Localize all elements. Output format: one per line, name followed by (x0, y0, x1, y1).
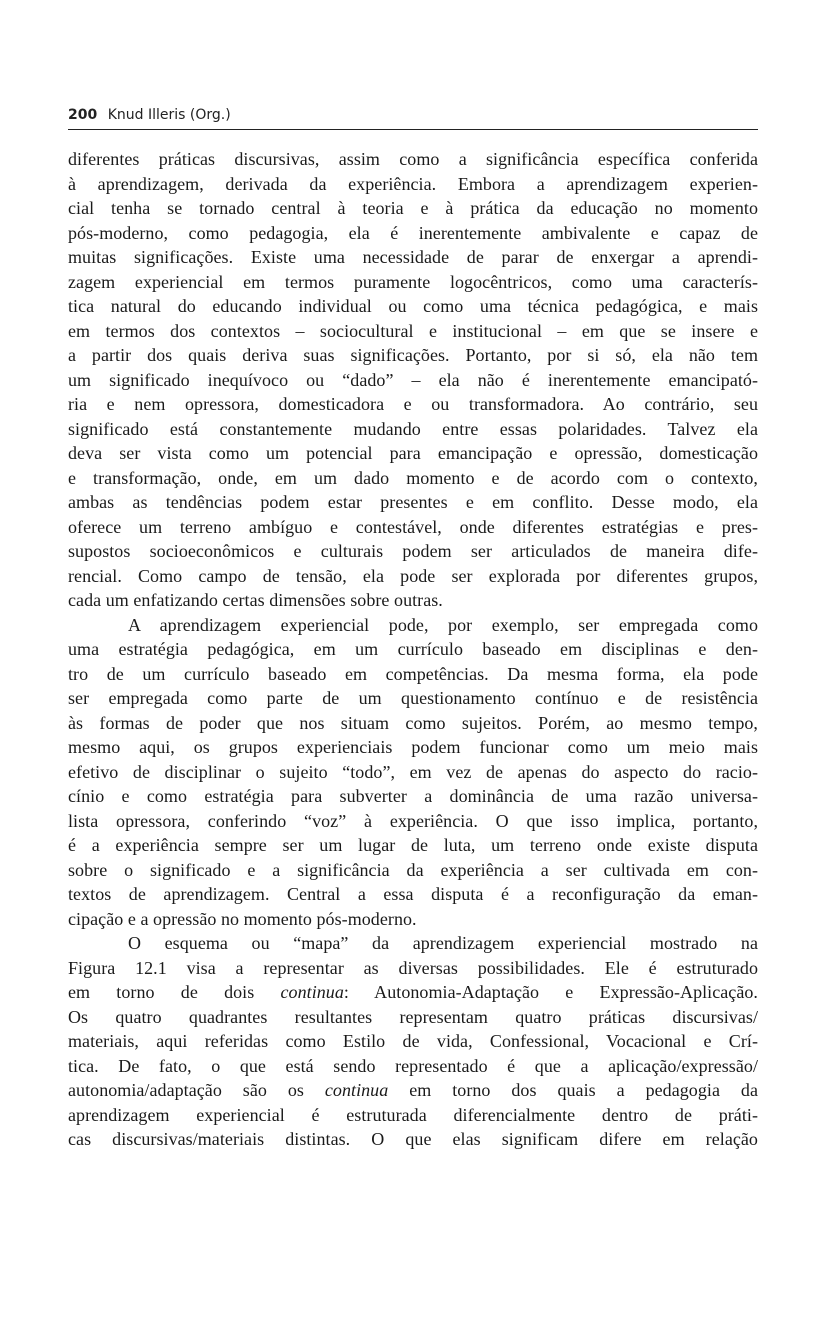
text-line: materiais, aqui referidas como Estilo de vida, Confessional, Vocacional e Crí- (68, 1031, 758, 1051)
text-line: efetivo de disciplinar o sujeito “todo”, em vez de apenas do aspecto do racio- (68, 761, 758, 782)
italic-term: continua (280, 982, 344, 1002)
text-line: uma estratégia pedagógica, em um currículo baseado em disciplinas e den- (68, 639, 758, 659)
body-text (68, 147, 758, 1152)
text-line: mesmo aqui, os grupos experienciais podem funcionar como um meio mais (68, 737, 758, 757)
text-segment: em torno de dois (68, 982, 281, 1002)
text-line: aprendizagem experiencial é estruturada diferencialmente dentro de práti- (68, 1104, 758, 1125)
text-line: Figura 12.1 visa a representar as diversas possibilidades. Ele é estruturado (68, 957, 758, 978)
text-line: é a experiência sempre ser um lugar de luta, um terreno onde existe disputa (68, 835, 758, 855)
text-line: às formas de poder que nos situam como sujeitos. Porém, ao mesmo tempo, (68, 712, 758, 733)
text-line: significado está constantemente mudando entre essas polaridades. Talvez ela (68, 418, 758, 439)
text-segment: : Autonomia-Adaptação e Expressão-Aplicação. (343, 982, 758, 1002)
text-line: lista opressora, conferindo “voz” à experiência. O que isso implica, portanto, (68, 810, 758, 831)
text-line: a partir dos quais deriva suas significações. Portanto, por si só, ela não tem (68, 345, 758, 365)
text-line: tro de um currículo baseado em competências. Da mesma forma, ela pode (68, 663, 758, 684)
running-title: Knud Illeris (Org.) (107, 107, 231, 123)
text-segment: em torno dos quais a pedagogia da (388, 1080, 758, 1100)
text-line: cada um enfatizando certas dimensões sobre outras. (68, 590, 443, 610)
text-line: rencial. Como campo de tensão, ela pode ser explorada por diferentes grupos, (68, 565, 758, 586)
text-line: ser empregada como parte de um questionamento contínuo e de resistência (68, 688, 758, 708)
text-line: e transformação, onde, em um dado momento e de acordo com o contexto, (68, 467, 758, 488)
text-line: sobre o significado e a significância da experiência a ser cultivada em con- (68, 859, 758, 880)
text-line: cínio e como estratégia para subverter a dominância de uma razão universa- (68, 786, 758, 806)
text-line: O esquema ou “mapa” da aprendizagem experiencial mostrado na (128, 933, 758, 953)
text-line: cial tenha se tornado central à teoria e à prática da educação no momento (68, 198, 758, 218)
text-line: cipação e a opressão no momento pós-moderno. (68, 908, 417, 929)
text-line: A aprendizagem experiencial pode, por exemplo, ser empregada como (128, 614, 758, 635)
text-line (68, 980, 758, 1005)
text-line: diferentes práticas discursivas, assim como a significância específica conferida (68, 149, 758, 169)
text-line: oferece um terreno ambíguo e contestável, onde diferentes estratégias e pres- (68, 516, 758, 537)
text-line: zagem experiencial em termos puramente logocêntricos, como uma caracterís- (68, 271, 758, 292)
text-line: um significado inequívoco ou “dado” – ela não é inerentemente emancipató- (68, 369, 758, 390)
text-line: tica natural do educando individual ou como uma técnica pedagógica, e mais (68, 296, 758, 316)
text-line: cas discursivas/materiais distintas. O que elas significam difere em relação (68, 1129, 758, 1149)
text-line: ria e nem opressora, domesticadora e ou transformadora. Ao contrário, seu (68, 394, 758, 414)
text-line: muitas significações. Existe uma necessidade de parar de enxergar a aprendi- (68, 247, 758, 267)
text-segment: autonomia/adaptação são os (68, 1080, 325, 1100)
text-line: pós-moderno, como pedagogia, ela é inerentemente ambivalente e capaz de (68, 222, 758, 243)
text-line: deva ser vista como um potencial para emancipação e opressão, domesticação (68, 443, 758, 463)
text-line: Os quatro quadrantes resultantes representam quatro práticas discursivas/ (68, 1006, 758, 1027)
page-number: 200 (68, 107, 98, 123)
text-line: à aprendizagem, derivada da experiência. Embora a aprendizagem experien- (68, 173, 758, 194)
text-line: em termos dos contextos – sociocultural e institucional – em que se insere e (68, 320, 758, 341)
text-line: textos de aprendizagem. Central a essa disputa é a reconfiguração da eman- (68, 884, 758, 904)
text-line (68, 1078, 758, 1103)
text-line: supostos socioeconômicos e culturais podem ser articulados de maneira dife- (68, 541, 758, 561)
text-line: ambas as tendências podem estar presentes e em conflito. Desse modo, ela (68, 492, 758, 512)
running-header (68, 105, 758, 130)
text-line: tica. De fato, o que está sendo representado é que a aplicação/expressão/ (68, 1055, 758, 1076)
italic-term: continua (324, 1080, 389, 1100)
